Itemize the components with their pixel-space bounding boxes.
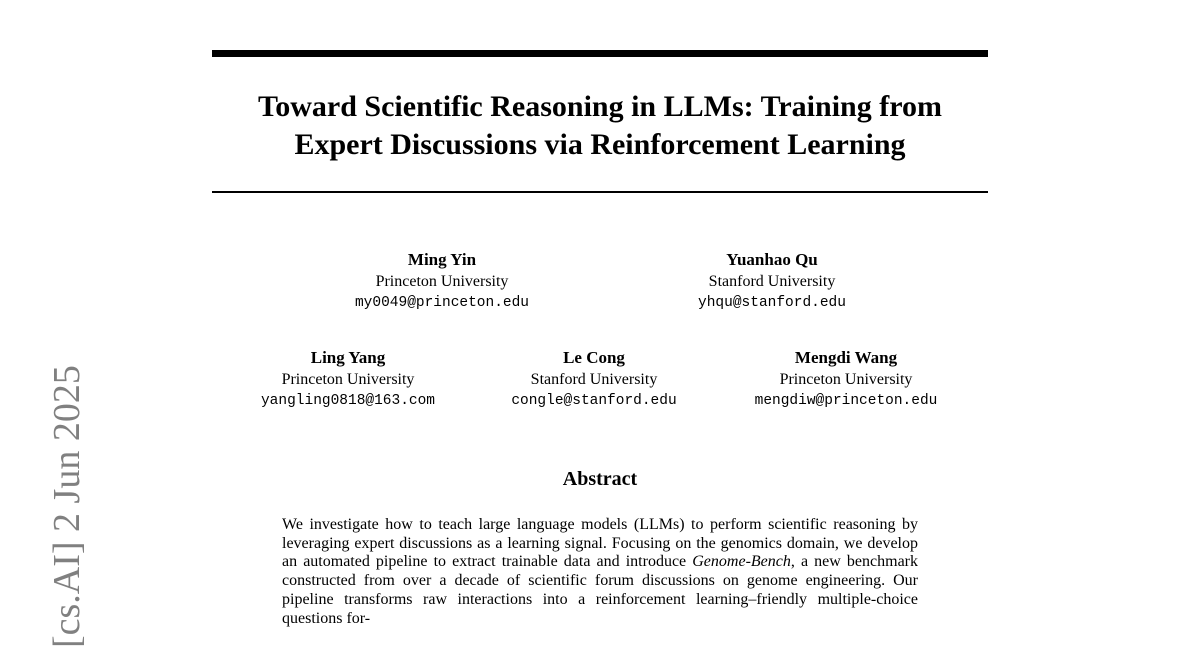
author-name: Ling Yang <box>310 348 386 367</box>
paper-title <box>212 88 988 164</box>
paper-title-line-2: Expert Discussions via Reinforcement Learning <box>294 128 906 161</box>
title-top-rule <box>212 50 988 57</box>
author-name: Yuanhao Qu <box>726 250 818 269</box>
author-block <box>218 347 478 412</box>
author-affiliation: Princeton University <box>281 371 415 388</box>
author-affiliation: Stanford University <box>708 273 836 290</box>
author-block <box>464 347 724 412</box>
author-name: Le Cong <box>563 348 625 367</box>
author-email: yangling0818@163.com <box>260 393 436 409</box>
author-email: mengdiw@princeton.edu <box>754 393 938 409</box>
author-name: Ming Yin <box>407 250 477 269</box>
abstract-heading: Abstract <box>562 468 638 490</box>
author-name: Mengdi Wang <box>794 348 898 367</box>
title-bottom-rule <box>212 191 988 193</box>
arxiv-stamp: [cs.AI] 2 Jun 2025 <box>46 365 88 648</box>
paper-title-line-1: Toward Scientific Reasoning in LLMs: Training from <box>258 90 942 123</box>
author-affiliation: Princeton University <box>779 371 913 388</box>
author-affiliation: Stanford University <box>530 371 658 388</box>
abstract-part-2: , a new benchmark constructed from over a decade of scientific forum discussions on genome engineering. Our pipeline transforms raw interactions into a reinforcement learning–friendly multiple-choice questions for- <box>282 553 918 627</box>
author-email: congle@stanford.edu <box>511 393 677 409</box>
abstract-part-1: We investigate how to teach large language models (LLMs) to perform scientific reasoning by leveraging expert discussions as a learning signal. Focusing on the genomics domain, we develop an automated pipeline to extract trainable data and introduce <box>282 516 918 571</box>
author-block <box>642 249 902 314</box>
abstract-text <box>282 516 918 628</box>
author-block <box>312 249 572 314</box>
author-affiliation: Princeton University <box>375 273 509 290</box>
author-email: my0049@princeton.edu <box>354 295 530 311</box>
author-block <box>716 347 976 412</box>
benchmark-name: Genome-Bench <box>692 553 791 571</box>
author-email: yhqu@stanford.edu <box>698 295 846 311</box>
